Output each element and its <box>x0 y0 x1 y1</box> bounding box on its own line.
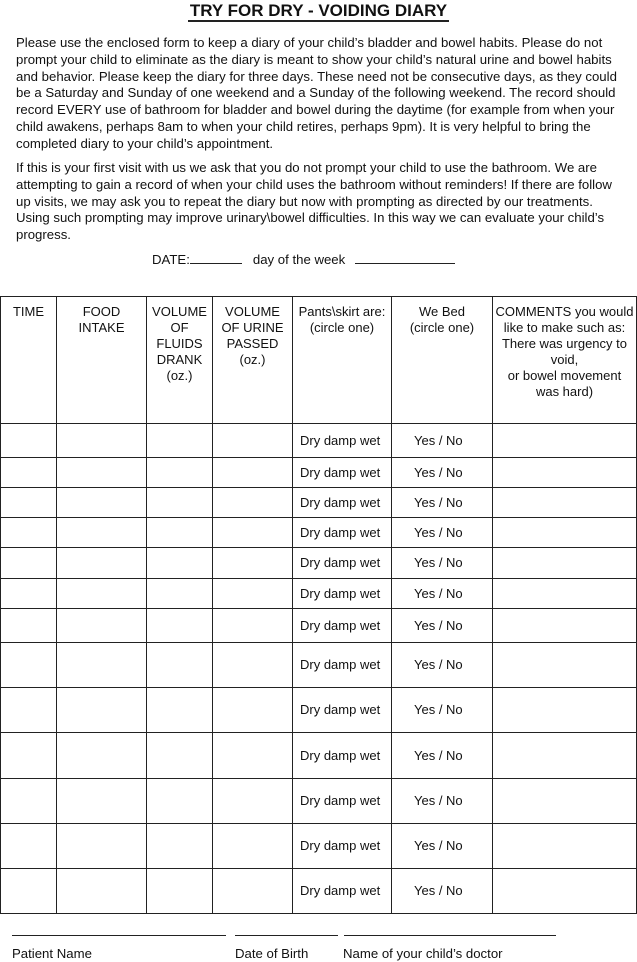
column-header-food-intake <box>57 297 147 424</box>
cell-pants-skirt[interactable]: Dry damp wet <box>293 458 392 488</box>
cell-food-intake[interactable] <box>57 609 147 643</box>
cell-pants-skirt[interactable]: Dry damp wet <box>293 779 392 824</box>
column-header-line: void, <box>550 352 579 367</box>
table-row <box>1 424 637 458</box>
doctor-name-label: Name of your child’s doctor <box>343 946 503 961</box>
cell-fluids-drank[interactable] <box>147 424 213 458</box>
cell-time[interactable] <box>1 609 57 643</box>
cell-fluids-drank[interactable] <box>147 688 213 733</box>
table-body <box>1 424 637 914</box>
cell-wet-bed[interactable]: Yes / No <box>392 824 493 869</box>
cell-fluids-drank[interactable] <box>147 458 213 488</box>
cell-food-intake[interactable] <box>57 458 147 488</box>
cell-pants-skirt[interactable]: Dry damp wet <box>293 579 392 609</box>
cell-food-intake[interactable] <box>57 579 147 609</box>
cell-comments[interactable] <box>493 518 637 548</box>
column-header-line: (circle one) <box>309 320 375 335</box>
date-blank-field[interactable] <box>190 251 242 264</box>
column-header-line: OF URINE <box>221 320 284 335</box>
table-header-row <box>1 297 637 424</box>
cell-urine-passed[interactable] <box>213 779 293 824</box>
day-of-week-label: day of the week <box>252 252 346 267</box>
cell-time[interactable] <box>1 824 57 869</box>
column-header-pants-skirt <box>293 297 392 424</box>
cell-pants-skirt[interactable]: Dry damp wet <box>293 424 392 458</box>
cell-comments[interactable] <box>493 609 637 643</box>
column-header-line: There was urgency to <box>501 336 627 351</box>
column-header-line: (oz.) <box>239 352 266 367</box>
voiding-diary-table <box>0 296 637 914</box>
cell-time[interactable] <box>1 424 57 458</box>
column-header-line: VOLUME <box>225 304 280 319</box>
cell-fluids-drank[interactable] <box>147 779 213 824</box>
first-visit-paragraph: If this is your first visit with us we ask that you do not prompt your child to use the bathroom. We are attempting to gain a record of when your child uses the bathroom without reminders! If there are follow up visits, we may ask you to repeat the diary but now with prompting as directed by our treatments. Using such prompting may improve urinary\bowel difficulties. In this way we can evaluate your child’s progress. <box>16 160 612 243</box>
cell-wet-bed[interactable]: Yes / No <box>392 424 493 458</box>
cell-urine-passed[interactable] <box>213 643 293 688</box>
column-header-line: was hard) <box>535 384 594 399</box>
cell-food-intake[interactable] <box>57 779 147 824</box>
cell-time[interactable] <box>1 548 57 579</box>
column-header-line: TIME <box>12 304 45 319</box>
cell-fluids-drank[interactable] <box>147 824 213 869</box>
column-header-line: INTAKE <box>78 320 125 335</box>
table-row <box>1 609 637 643</box>
column-header-line: Pants\skirt are: <box>298 304 386 319</box>
cell-comments[interactable] <box>493 688 637 733</box>
cell-comments[interactable] <box>493 733 637 779</box>
column-header-line: (circle one) <box>409 320 475 335</box>
cell-urine-passed[interactable] <box>213 518 293 548</box>
column-header-line: DRANK <box>156 352 203 367</box>
table-row <box>1 824 637 869</box>
cell-fluids-drank[interactable] <box>147 609 213 643</box>
table-row <box>1 643 637 688</box>
date-line <box>152 251 455 267</box>
column-header-line: FLUIDS <box>156 336 203 351</box>
cell-pants-skirt[interactable]: Dry damp wet <box>293 609 392 643</box>
table-row <box>1 688 637 733</box>
cell-time[interactable] <box>1 579 57 609</box>
table-row <box>1 548 637 579</box>
cell-wet-bed[interactable]: Yes / No <box>392 779 493 824</box>
cell-wet-bed[interactable]: Yes / No <box>392 609 493 643</box>
column-header-line: like to make such as: <box>503 320 626 335</box>
cell-pants-skirt[interactable]: Dry damp wet <box>293 869 392 914</box>
column-header-line: OF <box>170 320 189 335</box>
cell-urine-passed[interactable] <box>213 548 293 579</box>
patient-name-line[interactable] <box>12 935 226 936</box>
table-row <box>1 518 637 548</box>
cell-food-intake[interactable] <box>57 643 147 688</box>
cell-urine-passed[interactable] <box>213 733 293 779</box>
cell-pants-skirt[interactable]: Dry damp wet <box>293 733 392 779</box>
cell-wet-bed[interactable]: Yes / No <box>392 548 493 579</box>
cell-fluids-drank[interactable] <box>147 643 213 688</box>
cell-time[interactable] <box>1 733 57 779</box>
cell-comments[interactable] <box>493 643 637 688</box>
column-header-time <box>1 297 57 424</box>
cell-pants-skirt[interactable]: Dry damp wet <box>293 824 392 869</box>
cell-fluids-drank[interactable] <box>147 869 213 914</box>
cell-wet-bed[interactable]: Yes / No <box>392 733 493 779</box>
cell-time[interactable] <box>1 458 57 488</box>
cell-comments[interactable] <box>493 579 637 609</box>
cell-wet-bed[interactable]: Yes / No <box>392 458 493 488</box>
column-header-line: COMMENTS you would <box>495 304 634 319</box>
column-header-line: (oz.) <box>166 368 193 383</box>
table-row <box>1 458 637 488</box>
cell-wet-bed[interactable]: Yes / No <box>392 643 493 688</box>
cell-time[interactable] <box>1 869 57 914</box>
cell-food-intake[interactable] <box>57 518 147 548</box>
cell-urine-passed[interactable] <box>213 488 293 518</box>
cell-comments[interactable] <box>493 824 637 869</box>
form-title-text: TRY FOR DRY - VOIDING DIARY <box>189 1 448 20</box>
table-row <box>1 488 637 518</box>
cell-urine-passed[interactable] <box>213 824 293 869</box>
table-row <box>1 579 637 609</box>
cell-pants-skirt[interactable]: Dry damp wet <box>293 518 392 548</box>
cell-urine-passed[interactable] <box>213 869 293 914</box>
cell-comments[interactable] <box>493 424 637 458</box>
cell-wet-bed[interactable]: Yes / No <box>392 579 493 609</box>
column-header-urine-passed <box>213 297 293 424</box>
instructions-paragraph: Please use the enclosed form to keep a diary of your child’s bladder and bowel habits. Please do not prompt your child to eliminate as the diary is meant to show your child’s natural urine and bowel habits and behavior. Please keep the diary for three days. These need not be consecutive days, as they could be a Saturday and Sunday of one weekend and a Sunday of the following weekend. The record should record EVERY use of bathroom for bladder and bowel during the daytime (for example from when your child awakens, perhaps 8am to when your child retires, perhaps 9pm). It is very helpful to bring the completed diary to your child’s appointment. <box>16 35 617 151</box>
table-row <box>1 779 637 824</box>
cell-comments[interactable] <box>493 869 637 914</box>
cell-comments[interactable] <box>493 548 637 579</box>
cell-urine-passed[interactable] <box>213 609 293 643</box>
cell-comments[interactable] <box>493 458 637 488</box>
date-label: DATE: <box>152 252 190 267</box>
cell-fluids-drank[interactable] <box>147 548 213 579</box>
cell-wet-bed[interactable]: Yes / No <box>392 518 493 548</box>
column-header-comments <box>493 297 637 424</box>
cell-wet-bed[interactable]: Yes / No <box>392 488 493 518</box>
cell-comments[interactable] <box>493 488 637 518</box>
cell-urine-passed[interactable] <box>213 458 293 488</box>
column-header-line: PASSED <box>226 336 279 351</box>
cell-pants-skirt[interactable]: Dry damp wet <box>293 688 392 733</box>
cell-pants-skirt[interactable]: Dry damp wet <box>293 488 392 518</box>
cell-food-intake[interactable] <box>57 733 147 779</box>
cell-urine-passed[interactable] <box>213 579 293 609</box>
day-of-week-blank-field[interactable] <box>355 251 455 264</box>
cell-food-intake[interactable] <box>57 824 147 869</box>
column-header-line: or bowel movement <box>507 368 622 383</box>
column-header-fluids-drank <box>147 297 213 424</box>
cell-food-intake[interactable] <box>57 548 147 579</box>
cell-comments[interactable] <box>493 779 637 824</box>
cell-food-intake[interactable] <box>57 869 147 914</box>
cell-fluids-drank[interactable] <box>147 518 213 548</box>
cell-food-intake[interactable] <box>57 424 147 458</box>
cell-fluids-drank[interactable] <box>147 733 213 779</box>
cell-food-intake[interactable] <box>57 688 147 733</box>
cell-food-intake[interactable] <box>57 488 147 518</box>
cell-time[interactable] <box>1 643 57 688</box>
date-of-birth-line[interactable] <box>235 935 338 936</box>
cell-urine-passed[interactable] <box>213 688 293 733</box>
column-header-line: We Bed <box>418 304 465 319</box>
column-header-line: VOLUME <box>152 304 207 319</box>
doctor-name-line[interactable] <box>344 935 556 936</box>
cell-time[interactable] <box>1 518 57 548</box>
column-header-wet-bed <box>392 297 493 424</box>
table-row <box>1 869 637 914</box>
date-of-birth-label: Date of Birth <box>235 946 309 961</box>
cell-pants-skirt[interactable]: Dry damp wet <box>293 548 392 579</box>
cell-time[interactable] <box>1 488 57 518</box>
cell-urine-passed[interactable] <box>213 424 293 458</box>
table-row <box>1 733 637 779</box>
form-title <box>0 1 637 21</box>
cell-fluids-drank[interactable] <box>147 488 213 518</box>
cell-time[interactable] <box>1 779 57 824</box>
cell-fluids-drank[interactable] <box>147 579 213 609</box>
cell-wet-bed[interactable]: Yes / No <box>392 869 493 914</box>
cell-pants-skirt[interactable]: Dry damp wet <box>293 643 392 688</box>
column-header-line: FOOD <box>82 304 121 319</box>
patient-name-label: Patient Name <box>12 946 92 961</box>
cell-time[interactable] <box>1 688 57 733</box>
cell-wet-bed[interactable]: Yes / No <box>392 688 493 733</box>
